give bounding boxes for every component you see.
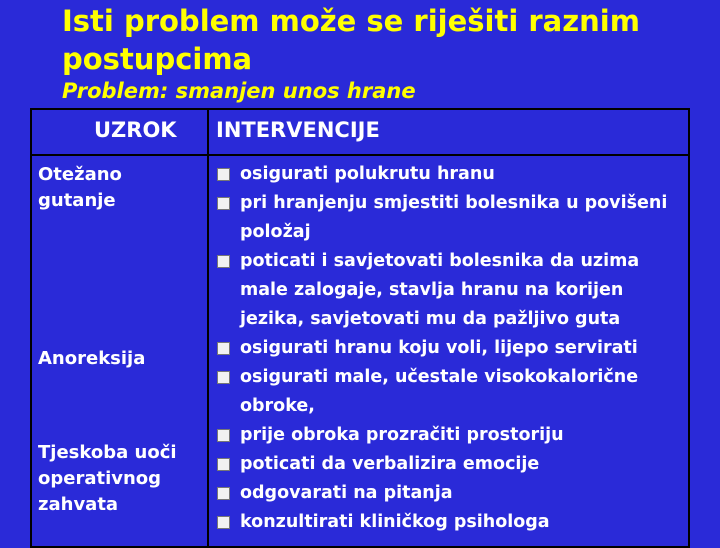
checkbox-bullet-icon — [217, 516, 230, 529]
cause-anorexia: Anoreksija — [38, 348, 146, 369]
checkbox-bullet-icon — [217, 168, 230, 181]
header-cause: UZROK — [94, 118, 177, 142]
checkbox-bullet-icon — [217, 487, 230, 500]
header-interventions: INTERVENCIJE — [216, 118, 380, 142]
cause-difficult-swallowing: Otežano gutanje — [38, 164, 122, 211]
list-item: konzultirati kliničkog psihologa — [214, 508, 684, 537]
checkbox-bullet-icon — [217, 458, 230, 471]
slide-subtitle: Problem: smanjen unos hrane — [62, 79, 416, 103]
list-item: odgovarati na pitanja — [214, 479, 684, 508]
checkbox-bullet-icon — [217, 255, 230, 268]
list-item: poticati i savjetovati bolesnika da uzima male zalogaje, stavlja hranu na korijen jezika, savjetovati mu da pažljivo guta — [214, 247, 684, 334]
list-item: osigurati hranu koju voli, lijepo servirati — [214, 334, 684, 363]
checkbox-bullet-icon — [217, 371, 230, 384]
header-divider — [32, 154, 688, 156]
column-divider — [207, 110, 209, 546]
list-item: prije obroka prozračiti prostoriju — [214, 421, 684, 450]
list-item: pri hranjenju smjestiti bolesnika u povišeni položaj — [214, 189, 684, 247]
list-item: osigurati male, učestale visokokalorične obroke, — [214, 363, 684, 421]
checkbox-bullet-icon — [217, 342, 230, 355]
cause-intervention-table — [30, 108, 690, 548]
cause-preoperative-anxiety: Tjeskoba uoči operativnog zahvata — [38, 442, 177, 515]
slide-title: Isti problem može se riješiti raznim postupcima — [62, 4, 640, 76]
checkbox-bullet-icon — [217, 429, 230, 442]
list-item: osigurati polukrutu hranu — [214, 160, 684, 189]
checkbox-bullet-icon — [217, 197, 230, 210]
interventions-list — [214, 160, 684, 537]
list-item: poticati da verbalizira emocije — [214, 450, 684, 479]
